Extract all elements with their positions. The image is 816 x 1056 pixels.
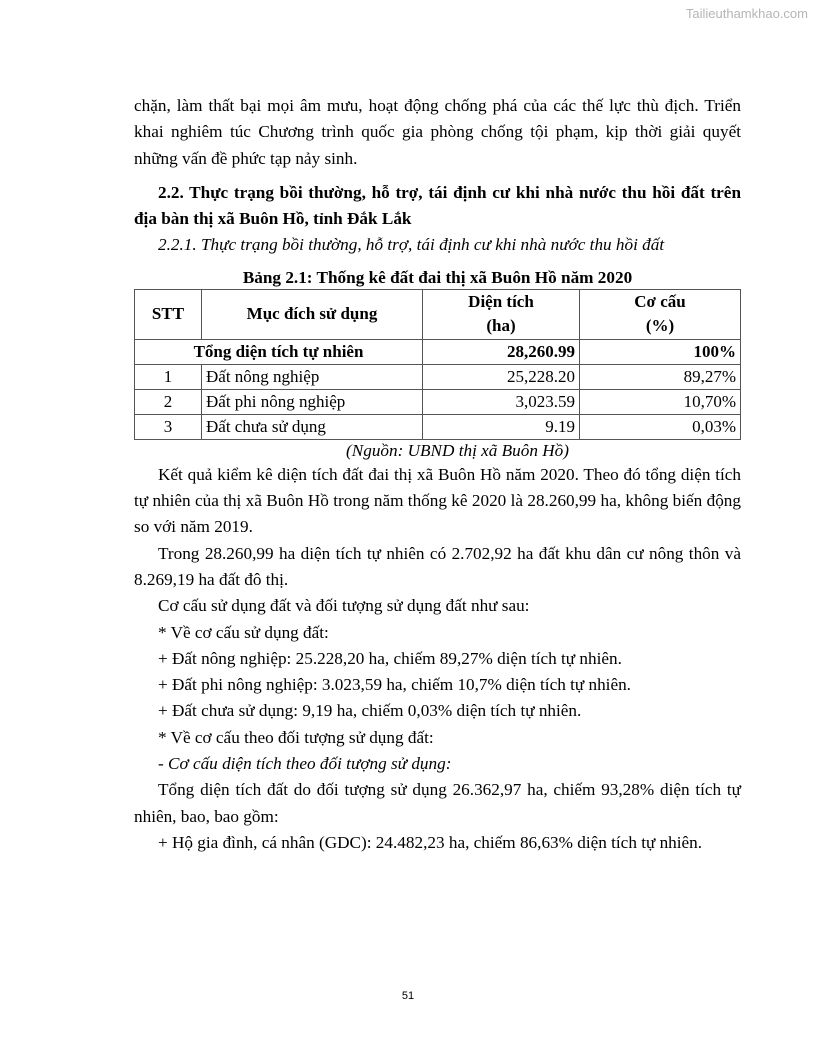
- table-header-row: [135, 289, 741, 339]
- header-stt: STT: [135, 289, 202, 339]
- page-number: 51: [401, 990, 415, 1002]
- row-purpose: Đất chưa sử dụng: [202, 414, 423, 439]
- header-area: [423, 289, 580, 339]
- row-area: 25,228.20: [423, 364, 580, 389]
- body-paragraph: + Đất chưa sử dụng: 9,19 ha, chiếm 0,03% diện tích tự nhiên.: [158, 701, 582, 721]
- table-row: [135, 364, 741, 389]
- land-statistics-table: [134, 289, 741, 440]
- row-stt: 2: [135, 389, 202, 414]
- subsection-heading: 2.2.1. Thực trạng bồi thường, hỗ trợ, tái định cư khi nhà nước thu hồi đất: [158, 235, 665, 255]
- row-area: 3,023.59: [423, 389, 580, 414]
- row-purpose: Đất nông nghiệp: [202, 364, 423, 389]
- total-area: 28,260.99: [423, 339, 580, 364]
- table-total-row: [135, 339, 741, 364]
- body-paragraph: Kết quả kiểm kê diện tích đất đai thị xã Buôn Hồ năm 2020. Theo đó tổng diện tích tự nhiên của thị xã Buôn Hồ trong năm thống kê 2020 là 28.260,99 ha, không biến động so với năm 2019.: [134, 464, 741, 537]
- table-row: [135, 414, 741, 439]
- table-row: [135, 389, 741, 414]
- row-structure: 89,27%: [580, 364, 741, 389]
- body-paragraph: * Về cơ cấu theo đối tượng sử dụng đất:: [158, 727, 434, 747]
- total-label: Tổng diện tích tự nhiên: [135, 339, 423, 364]
- total-structure: 100%: [580, 339, 741, 364]
- body-paragraph: * Về cơ cấu sử dụng đất:: [158, 622, 329, 642]
- body-paragraph: + Đất nông nghiệp: 25.228,20 ha, chiếm 89,27% diện tích tự nhiên.: [158, 648, 622, 668]
- header-area-line1: Diện tích: [468, 292, 534, 312]
- header-structure-line1: Cơ cấu: [634, 292, 686, 312]
- header-structure-line2: (%): [645, 316, 675, 336]
- table-title: Bảng 2.1: Thống kê đất đai thị xã Buôn Hồ năm 2020: [242, 267, 633, 287]
- body-paragraph: + Đất phi nông nghiệp: 3.023,59 ha, chiếm 10,7% diện tích tự nhiên.: [158, 675, 631, 695]
- row-purpose: Đất phi nông nghiệp: [202, 389, 423, 414]
- header-structure: [580, 289, 741, 339]
- body-paragraph: + Hộ gia đình, cá nhân (GDC): 24.482,23 ha, chiếm 86,63% diện tích tự nhiên.: [158, 832, 703, 852]
- row-structure: 0,03%: [580, 414, 741, 439]
- row-stt: 1: [135, 364, 202, 389]
- intro-paragraph: chặn, làm thất bại mọi âm mưu, hoạt động chống phá của các thế lực thù địch. Triển khai nghiêm túc Chương trình quốc gia phòng chống tội phạm, kịp thời giải quyết những vấn đề phức tạp nảy sinh.: [134, 96, 741, 168]
- body-paragraph: - Cơ cấu diện tích theo đối tượng sử dụng:: [158, 754, 452, 774]
- row-structure: 10,70%: [580, 389, 741, 414]
- section-heading: 2.2. Thực trạng bồi thường, hỗ trợ, tái định cư khi nhà nước thu hồi đất trên địa bàn thị xã Buôn Hồ, tỉnh Đắk Lắk: [134, 182, 741, 229]
- header-area-line2: (ha): [486, 316, 516, 336]
- body-paragraph: Cơ cấu sử dụng đất và đối tượng sử dụng đất như sau:: [158, 596, 530, 616]
- table-source: (Nguồn: UBND thị xã Buôn Hồ): [346, 440, 569, 460]
- row-area: 9.19: [423, 414, 580, 439]
- watermark: Tailieuthamkhao.com: [685, 6, 808, 21]
- document-body: [134, 93, 741, 856]
- header-purpose: Mục đích sử dụng: [202, 289, 423, 339]
- body-paragraph: Trong 28.260,99 ha diện tích tự nhiên có 2.702,92 ha đất khu dân cư nông thôn và 8.269,19 ha đất đô thị.: [134, 543, 741, 589]
- row-stt: 3: [135, 414, 202, 439]
- body-paragraph: Tổng diện tích đất do đối tượng sử dụng 26.362,97 ha, chiếm 93,28% diện tích tự nhiên, bao, bao gồm:: [134, 780, 741, 826]
